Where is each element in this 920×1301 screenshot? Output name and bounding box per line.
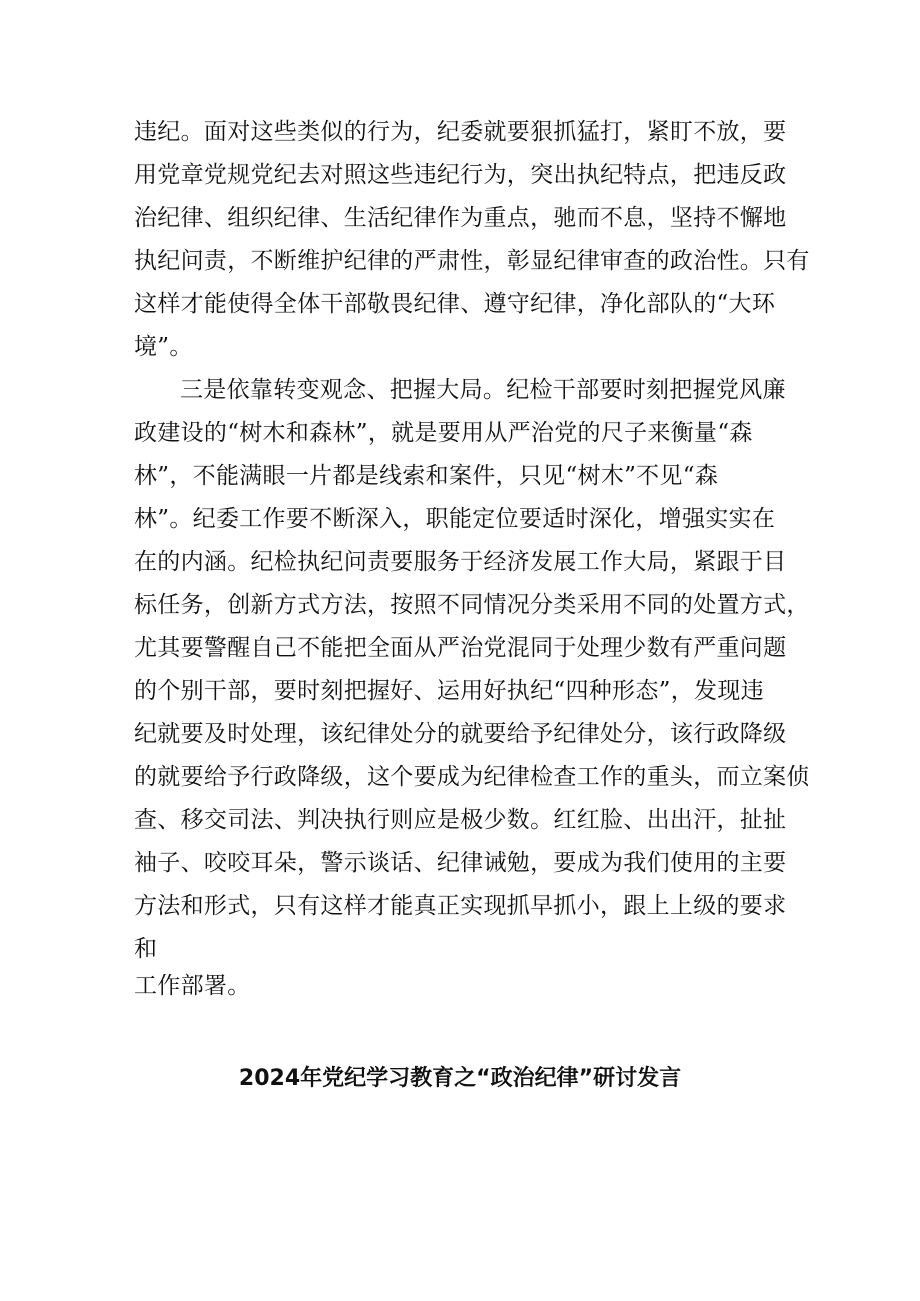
body-line: 标任务，创新方式方法，按照不同情况分类采用不同的处置方式，	[134, 592, 810, 618]
body-line: 这样才能使得全体干部敬畏纪律、遵守纪律，净化部队的“大环	[134, 291, 776, 317]
body-line: 的个别干部，要时刻把握好、运用好执纪“四种形态”，发现违	[134, 678, 764, 704]
body-line: 纪就要及时处理，该纪律处分的就要给予纪律处分，该行政降级	[134, 721, 787, 747]
body-line: 和	[134, 936, 158, 962]
body-line: 林”。纪委工作要不断深入，职能定位要适时深化，增强实实在	[134, 506, 776, 532]
body-line: 袖子、咬咬耳朵，警示谈话、纪律诫勉，要成为我们使用的主要	[134, 850, 787, 876]
body-line: 执纪问责，不断维护纪律的严肃性，彰显纪律审查的政治性。只有	[134, 248, 810, 274]
section-title: 2024年党纪学习教育之“政治纪律”研讨发言	[238, 1066, 682, 1091]
body-line: 的就要给予行政降级，这个要成为纪律检查工作的重头，而立案侦	[134, 764, 810, 790]
body-line: 违纪。面对这些类似的行为，纪委就要狠抓猛打，紧盯不放，要	[134, 119, 787, 145]
body-line: 境”。	[134, 334, 193, 360]
body-line: 用党章党规党纪去对照这些违纪行为，突出执纪特点，把违反政	[134, 162, 787, 188]
body-line: 治纪律、组织纪律、生活纪律作为重点，驰而不息，坚持不懈地	[134, 205, 787, 231]
paragraph-start-line: 三是依靠转变观念、把握大局。纪检干部要时刻把握党风廉	[180, 377, 786, 403]
body-line: 查、移交司法、判决执行则应是极少数。红红脸、出出汗，扯扯	[134, 807, 787, 833]
body-line: 林”，不能满眼一片都是线索和案件，只见“树木”不见“森	[134, 463, 719, 489]
body-line: 尤其要警醒自己不能把全面从严治党混同于处理少数有严重问题	[134, 635, 787, 661]
body-line: 政建设的“树木和森林”，就是要用从严治党的尺子来衡量“森	[134, 420, 753, 446]
body-line: 方法和形式，只有这样才能真正实现抓早抓小，跟上上级的要求	[134, 893, 787, 919]
body-line: 在的内涵。纪检执纪问责要服务于经济发展工作大局，紧跟于目	[134, 549, 787, 575]
body-line: 工作部署。	[134, 973, 251, 999]
